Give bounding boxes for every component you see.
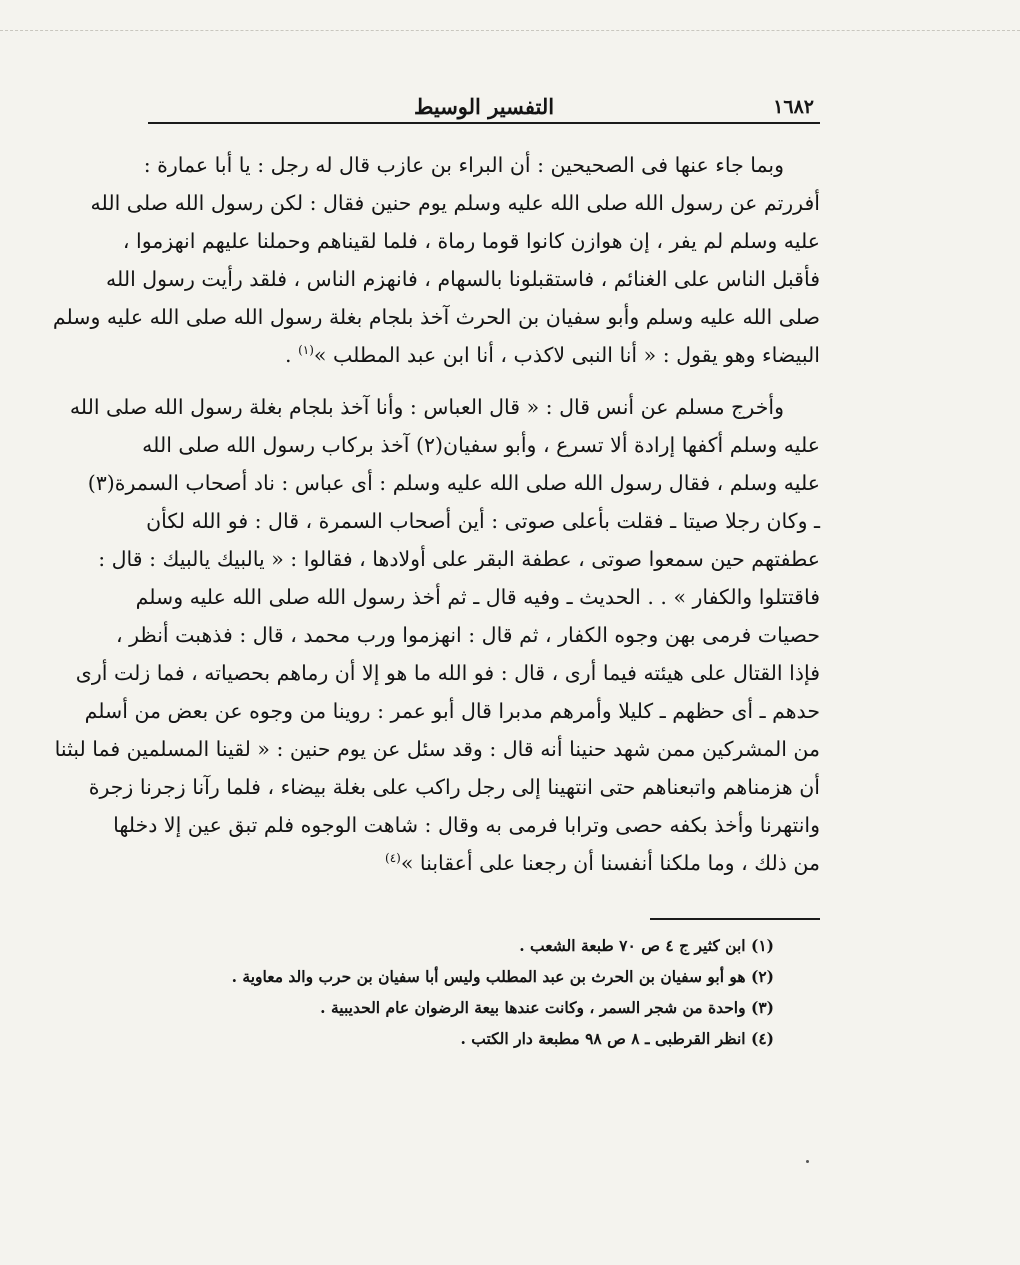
- text-line: ـ وكان رجلا صيتا ـ فقلت بأعلى صوتى : أين أصحاب السمرة ، قال : فو الله لكأن: [146, 509, 820, 533]
- scan-edge-line: [0, 30, 1020, 31]
- text-line: أفررتم عن رسول الله صلى الله عليه وسلم يوم حنين فقال : لكن رسول الله صلى الله: [90, 191, 820, 215]
- text-line: عليه وسلم أكفها إرادة ألا تسرع ، وأبو سفيان(٢) آخذ بركاب رسول الله صلى الله: [142, 433, 820, 457]
- text-line: [148, 336, 820, 374]
- text-line: عليه وسلم لم يفر ، إن هوازن كانوا قوما رماة ، فلما لقيناهم وحملنا عليهم انهزموا ،: [122, 229, 820, 253]
- text-line: فإذا القتال على هيئته فيما أرى ، قال : فو الله ما هو إلا أن رماهم بحصياته ، فما زلت أرى: [75, 661, 820, 685]
- footnote: (٢) هو أبو سفيان بن الحرث بن عبد المطلب وليس أبا سفيان بن حرب والد معاوية .: [231, 967, 774, 986]
- footnote: (٤) انظر القرطبى ـ ٨ ص ٩٨ مطبعة دار الكتب .: [460, 1029, 774, 1048]
- text-line: صلى الله عليه وسلم وأبو سفيان بن الحرث آخذ بلجام بغلة رسول الله صلى الله عليه وسلم: [52, 305, 820, 329]
- text-line: أن هزمناهم واتبعناهم حتى انتهينا إلى رجل راكب على بغلة بيضاء ، فلما رآنا زجرنا زجرة: [88, 775, 820, 799]
- line-text: من ذلك ، وما ملكنا أنفسنا أن رجعنا على أعقابنا »: [400, 851, 820, 875]
- text-line: من المشركين ممن شهد حنينا أنه قال : وقد سئل عن يوم حنين : « لقينا المسلمين فما لبثنا: [54, 737, 820, 761]
- scan-speck: [806, 1160, 809, 1163]
- footnote-rule: [650, 918, 820, 920]
- running-head: [148, 92, 820, 124]
- text-line: وأخرج مسلم عن أنس قال : « قال العباس : وأنا آخذ بلجام بغلة رسول الله صلى الله: [69, 395, 784, 419]
- text-line: فأقبل الناس على الغنائم ، فاستقبلونا بالسهام ، فانهزم الناس ، فلقد رأيت رسول الله: [106, 267, 820, 291]
- text-line: [148, 844, 820, 882]
- text-line: فاقتتلوا والكفار » . . الحديث ـ وفيه قال ـ ثم أخذ رسول الله صلى الله عليه وسلم: [135, 585, 820, 609]
- line-tail: .: [285, 343, 299, 367]
- text-line: وانتهرنا وأخذ بكفه حصى وترابا فرمى به وقال : شاهت الوجوه فلم تبق عين إلا دخلها: [113, 813, 820, 837]
- text-line: حصيات فرمى بهن وجوه الكفار ، ثم قال : انهزموا ورب محمد ، قال : فذهبت أنظر ،: [115, 623, 820, 647]
- paragraph-1: [52, 146, 820, 374]
- footnote-ref: (١): [298, 343, 314, 358]
- book-page: [52, 92, 820, 1054]
- text-line: وبما جاء عنها فى الصحيحين : أن البراء بن عازب قال له رجل : يا أبا عمارة :: [143, 153, 784, 177]
- footnote: (٣) واحدة من شجر السمر ، وكانت عندها بيعة الرضوان عام الحديبية .: [320, 998, 774, 1017]
- line-text: البيضاء وهو يقول : « أنا النبى لاكذب ، أنا ابن عبد المطلب »: [313, 343, 820, 367]
- running-title: التفسير الوسيط: [413, 94, 555, 119]
- footnote-ref: (٤): [385, 851, 401, 866]
- footnote: (١) ابن كثير ج ٤ ص ٧٠ طبعة الشعب .: [519, 936, 774, 955]
- text-line: عطفتهم حين سمعوا صوتى ، عطفة البقر على أولادها ، فقالوا : « يالبيك يالبيك : قال :: [98, 547, 820, 571]
- footnotes: [148, 930, 820, 1054]
- page-number: ١٦٨٢: [773, 96, 814, 118]
- paragraph-2: [54, 388, 820, 882]
- body-text: [52, 146, 820, 882]
- text-line: حدهم ـ أى حظهم ـ كليلا وأمرهم مدبرا قال أبو عمر : روينا من وجوه عن بعض من أسلم: [84, 699, 820, 723]
- text-line: عليه وسلم ، فقال رسول الله صلى الله عليه وسلم : أى عباس : ناد أصحاب السمرة(٣): [87, 471, 820, 495]
